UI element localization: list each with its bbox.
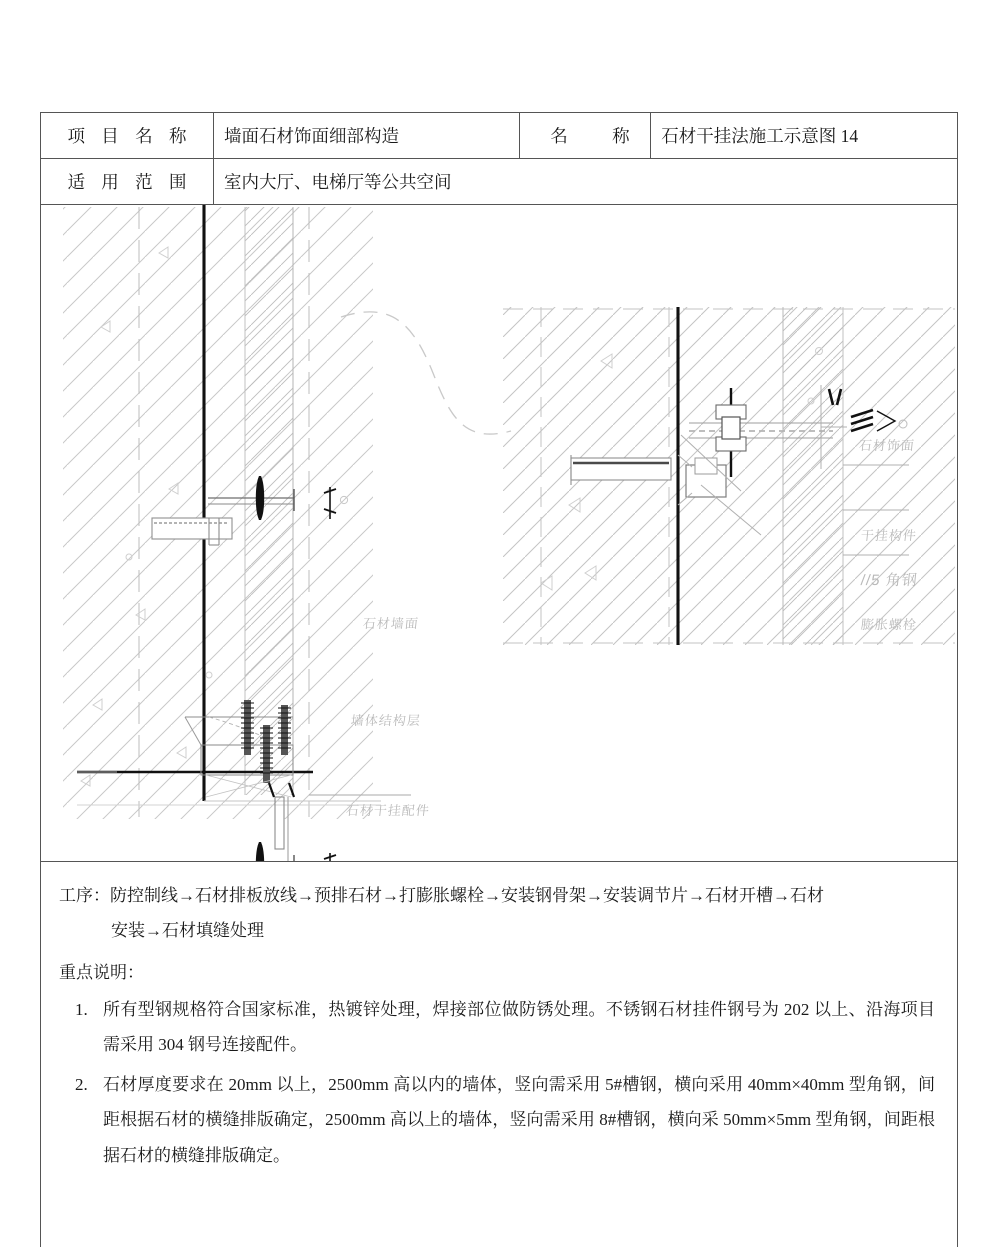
notes-section [41,862,957,1173]
drawing-label-expansion-bolt: 膨胀螺栓 [860,617,918,632]
process-flow [59,878,935,949]
stone-cladding-section-drawing [41,205,957,861]
stone-slab-right [783,307,843,645]
dimension-ticks-lower [324,853,336,861]
project-name-label: 项 目 名 称 [41,113,214,159]
process-line-2: 安装→石材填缝处理 [111,921,264,941]
process-label: 工序： [59,886,110,905]
drawing-label-dry-hanging-member: 干挂构件 [860,528,918,543]
drawing-label-wall-structure: 墙体结构层 [350,713,422,728]
bracket-right [571,455,671,485]
title-block-table [41,113,957,205]
drawing-sheet [40,112,958,1247]
right-detail-group [503,307,955,645]
scope-value: 室内大厅、电梯厅等公共空间 [214,159,958,205]
drawing-name-label: 名 称 [520,113,651,159]
key-point-item: 所有型钢规格符合国家标准，热镀锌处理，焊接部位做防锈处理。不锈钢石材挂件钢号为 202 以上、沿海项目需采用 304 钢号连接配件。 [103,1000,935,1055]
title-block-row-1 [41,113,957,159]
project-name-value: 墙面石材饰面细部构造 [214,113,520,159]
drawing-label-angle-steel: //5 角钢 [860,572,919,589]
left-detail-group [63,205,411,861]
scope-label: 适 用 范 围 [41,159,214,205]
drawing-name-value: 石材干挂法施工示意图 14 [651,113,957,159]
key-point-item: 石材厚度要求在 20mm 以上，2500mm 高以内的墙体，竖向需采用 5#槽钢，横向采用 40mm×40mm 型角钢，间距根据石材的横缝排版确定，2500mm 高以上的墙体，竖向需采用 8#槽钢，横向采 50mm×5mm 型角钢，间距根据石材的横缝排版确定。 [103,1074,935,1165]
drawing-label-stone-finish: 石材饰面 [858,438,916,453]
anchor-assembly-lower [208,842,348,861]
key-points-list [59,992,935,1173]
drawing-label-stone-wall: 石材墙面 [362,616,420,631]
title-block-row-2 [41,159,957,205]
drawing-label-dry-hanging-fittings: 石材干挂配件 [345,803,431,818]
key-points-heading: 重点说明： [59,962,144,982]
technical-drawing-area [41,205,957,862]
process-line-1: 防控制线→石材排板放线→预排石材→打膨胀螺栓→安装钢骨架→安装调节片→石材开槽→石材 [110,886,824,905]
